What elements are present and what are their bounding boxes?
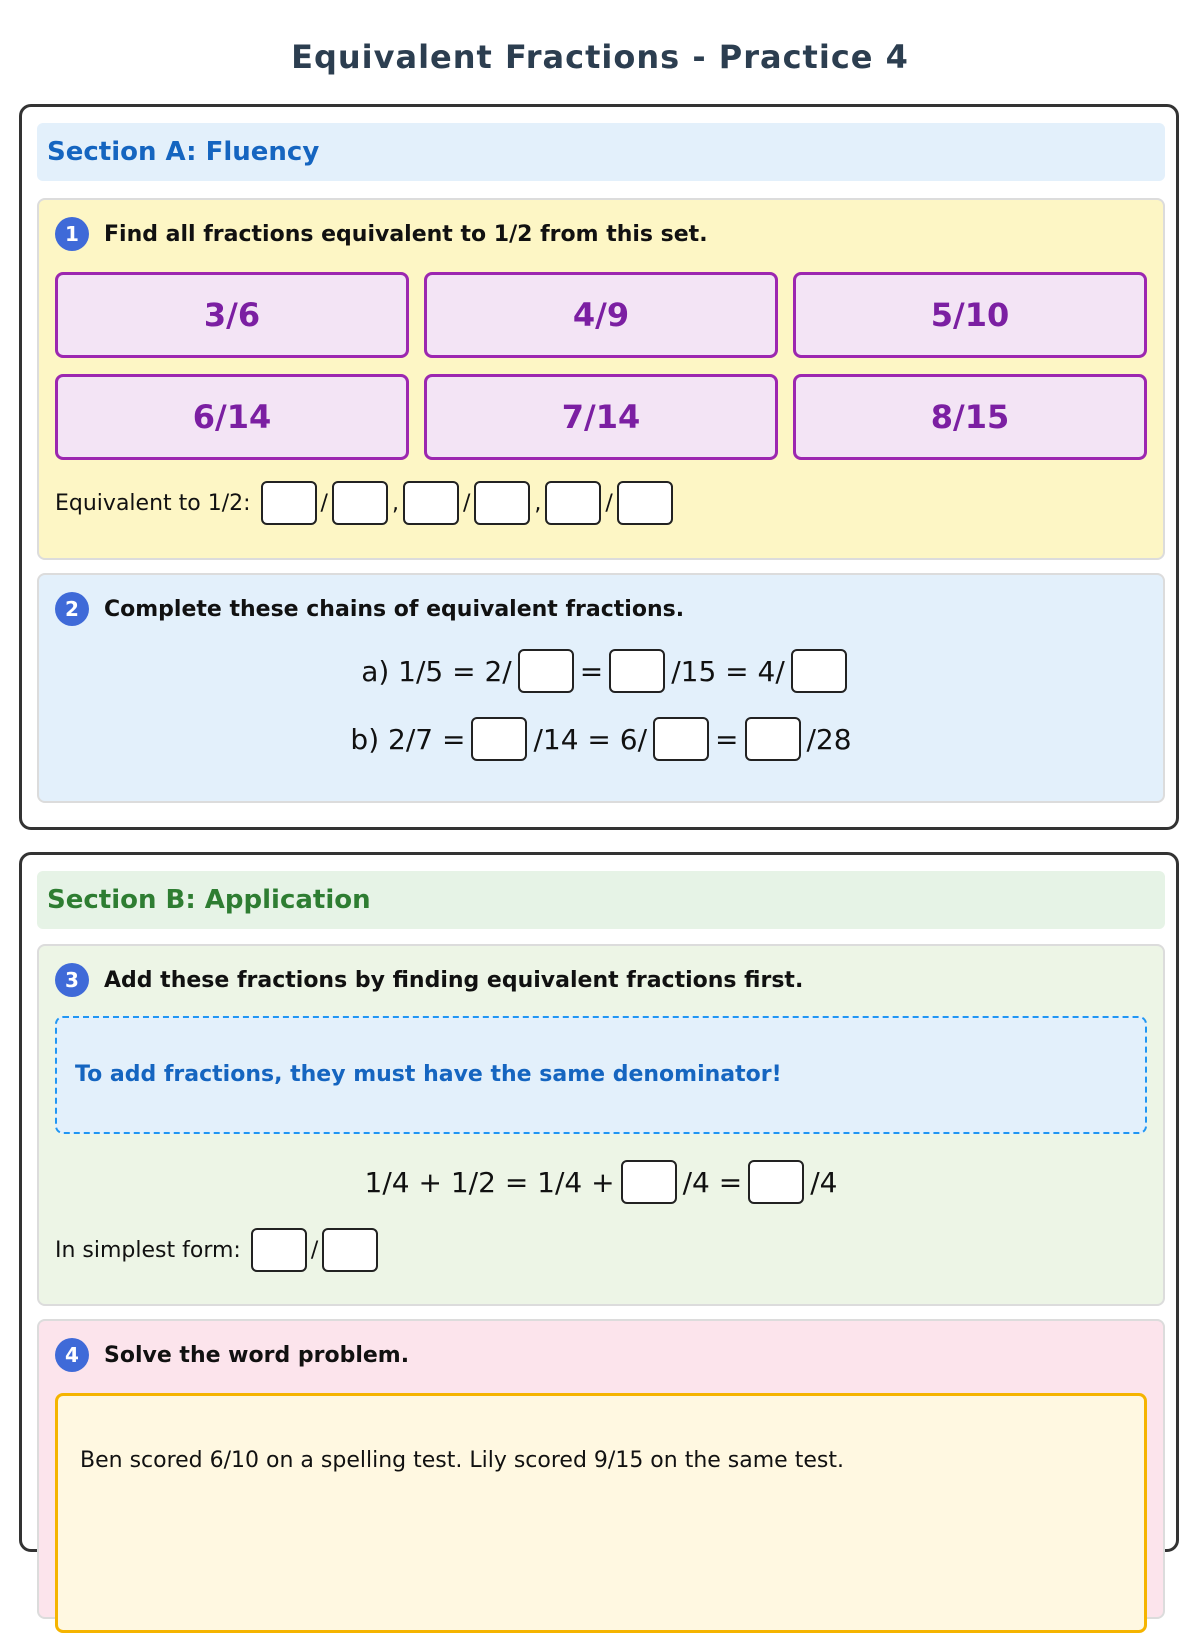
- fraction-card[interactable]: 5/10: [793, 272, 1147, 358]
- denominator-input[interactable]: [617, 481, 673, 525]
- q1-answer-row: [55, 481, 673, 525]
- numerator-input[interactable]: [261, 481, 317, 525]
- denominator-input[interactable]: [332, 481, 388, 525]
- hint-box: To add fractions, they must have the same denominator!: [55, 1016, 1147, 1134]
- fraction-card[interactable]: 7/14: [424, 374, 778, 460]
- fraction-slash: /: [310, 1237, 319, 1263]
- denominator-input[interactable]: [474, 481, 530, 525]
- fraction-card[interactable]: 6/14: [55, 374, 409, 460]
- chain-a: [39, 649, 1163, 693]
- chain-b-text: /14 = 6/: [533, 722, 648, 756]
- q1-answer-label: Equivalent to 1/2:: [55, 490, 251, 516]
- answer-input[interactable]: [609, 649, 665, 693]
- chain-a-text: =: [579, 654, 604, 688]
- answer-input[interactable]: [518, 649, 574, 693]
- simplest-form-row: [55, 1228, 378, 1272]
- comma-separator: ,: [391, 490, 399, 516]
- question-number-badge: 4: [55, 1338, 89, 1372]
- section-a-heading: Section A: Fluency: [37, 123, 1165, 181]
- equation-text: /4: [810, 1165, 838, 1199]
- question-3: [37, 944, 1165, 1306]
- fraction-slash: /: [462, 490, 471, 516]
- question-2-prompt: Complete these chains of equivalent fractions.: [104, 596, 685, 622]
- question-4: [37, 1319, 1165, 1619]
- numerator-input[interactable]: [403, 481, 459, 525]
- page-title: Equivalent Fractions - Practice 4: [291, 38, 909, 76]
- word-problem-text: Ben scored 6/10 on a spelling test. Lily scored 9/15 on the same test.: [80, 1448, 844, 1473]
- section-a: [19, 104, 1179, 830]
- question-number-badge: 1: [55, 217, 89, 251]
- answer-input[interactable]: [791, 649, 847, 693]
- section-b-heading: Section B: Application: [37, 871, 1165, 929]
- chain-b: [39, 717, 1163, 761]
- answer-input[interactable]: [471, 717, 527, 761]
- numerator-input[interactable]: [545, 481, 601, 525]
- word-problem-box: [55, 1393, 1147, 1633]
- chain-a-text: a) 1/5 = 2/: [361, 654, 512, 688]
- fraction-card[interactable]: 3/6: [55, 272, 409, 358]
- comma-separator: ,: [534, 490, 542, 516]
- answer-input[interactable]: [621, 1160, 677, 1204]
- fraction-card[interactable]: 4/9: [424, 272, 778, 358]
- answer-input[interactable]: [653, 717, 709, 761]
- question-2: [37, 573, 1165, 803]
- addition-equation: [39, 1160, 1163, 1204]
- chain-a-text: /15 = 4/: [671, 654, 785, 688]
- simplest-form-label: In simplest form:: [55, 1237, 241, 1263]
- answer-input[interactable]: [748, 1160, 804, 1204]
- denominator-input[interactable]: [322, 1228, 378, 1272]
- fraction-slash: /: [605, 490, 613, 516]
- equation-text: 1/4 + 1/2 = 1/4 +: [364, 1165, 615, 1199]
- question-1-prompt: Find all fractions equivalent to 1/2 from this set.: [104, 221, 708, 247]
- fraction-slash: /: [320, 490, 328, 516]
- chain-b-text: =: [715, 722, 739, 756]
- chain-b-text: /28: [806, 722, 852, 756]
- section-b: [19, 852, 1179, 1552]
- question-number-badge: 3: [55, 963, 89, 997]
- fraction-card[interactable]: 8/15: [793, 374, 1147, 460]
- chain-b-text: b) 2/7 =: [350, 722, 466, 756]
- answer-input[interactable]: [745, 717, 801, 761]
- question-3-prompt: Add these fractions by finding equivalent fractions first.: [104, 967, 804, 993]
- equation-text: /4 =: [682, 1165, 743, 1199]
- question-1: [37, 198, 1165, 560]
- question-4-prompt: Solve the word problem.: [104, 1342, 410, 1368]
- question-number-badge: 2: [55, 592, 89, 626]
- numerator-input[interactable]: [251, 1228, 307, 1272]
